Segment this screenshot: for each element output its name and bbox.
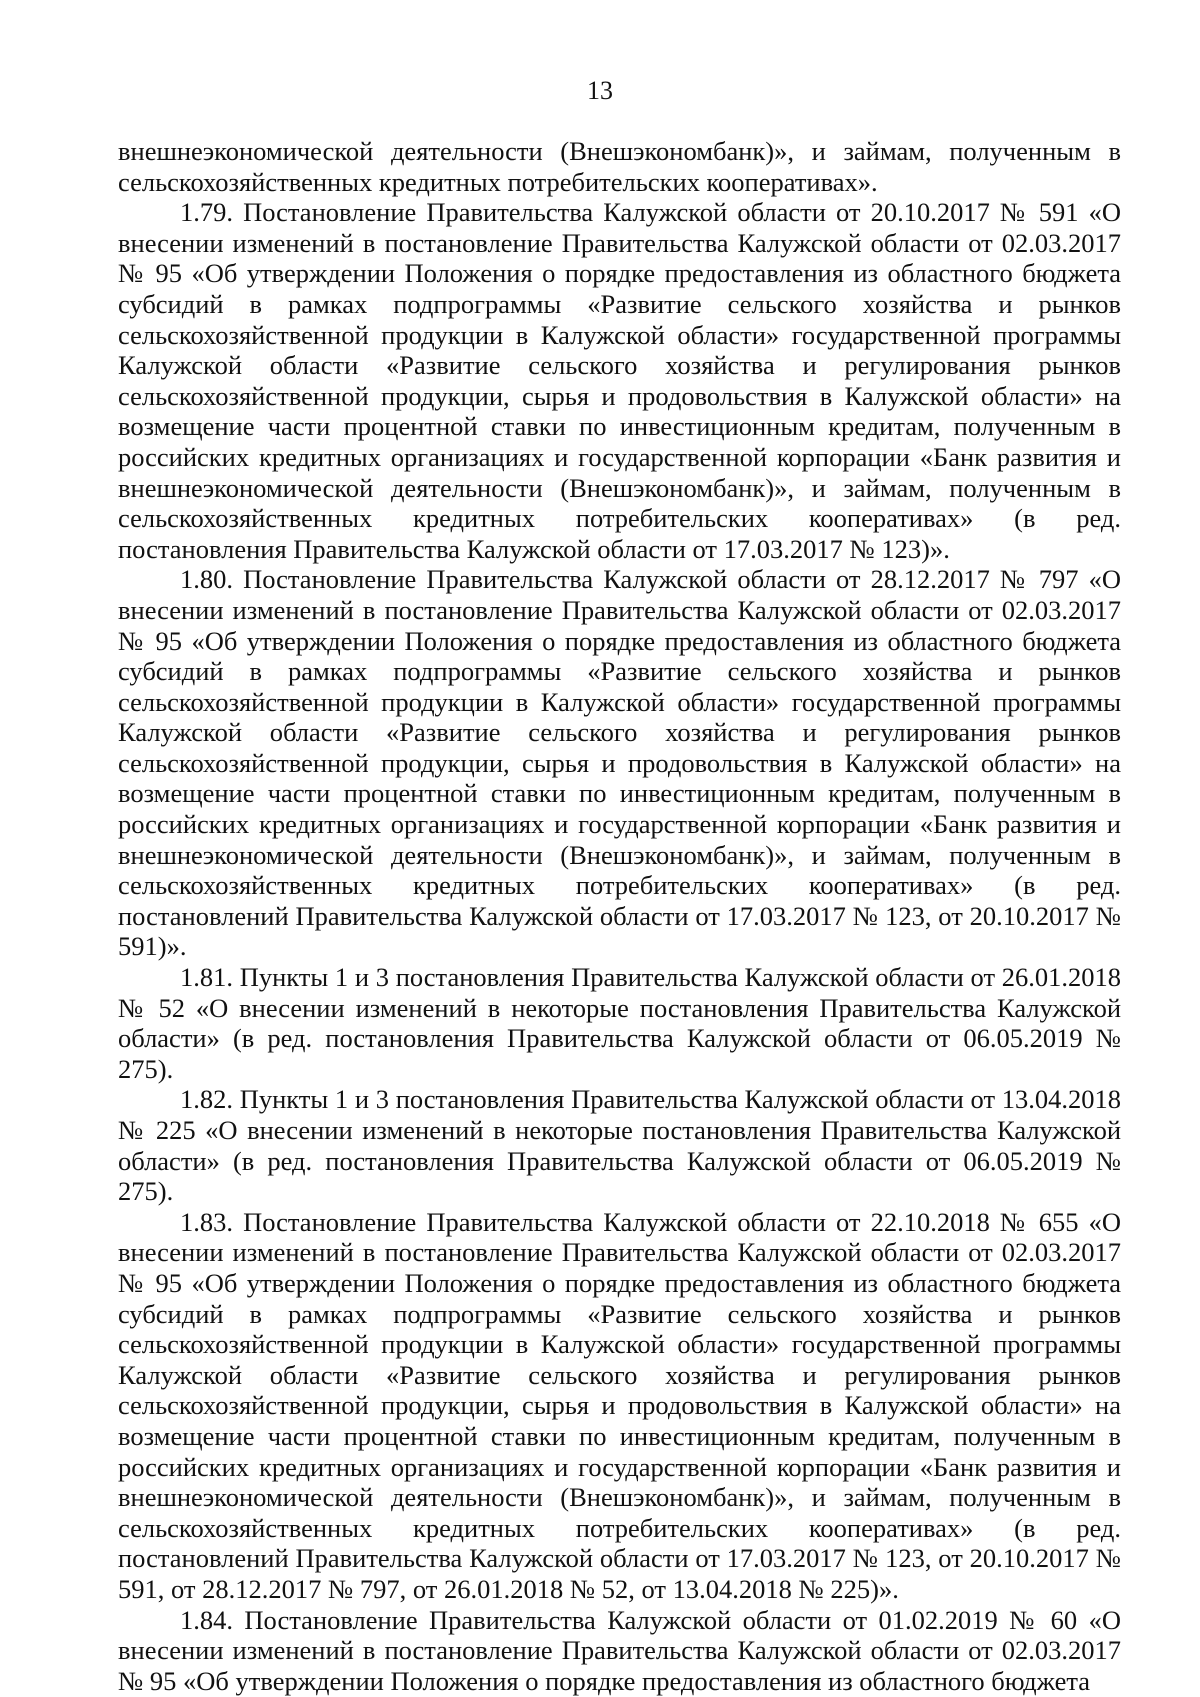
paragraph-item-1-84: 1.84. Постановление Правительства Калужской области от 01.02.2019 № 60 «О внесении изменений в постановление Правительства Калужской области от 02.03.2017 № 95 «Об утверждении Положения о порядке предоставления из областного бюджета xyxy=(118,1604,1121,1696)
page-number: 13 xyxy=(587,76,613,105)
paragraph-item-1-79: 1.79. Постановление Правительства Калужской области от 20.10.2017 № 591 «О внесении изменений в постановление Правительства Калужской области от 02.03.2017 № 95 «Об утверждении Положения о порядке предоставления из областного бюджета субсидий в рамках подпрограммы «Развитие сельского хозяйства и рынков сельскохозяйственной продукции в Калужской области» государственной программы Калужской области «Развитие сельского хозяйства и регулирования рынков сельскохозяйственной продукции, сырья и продовольствия в Калужской области» на возмещение части процентной ставки по инвестиционным кредитам, полученным в российских кредитных организациях и государственной корпорации «Банк развития и внешнеэкономической деятельности (Внешэкономбанк)», и займам, полученным в сельскохозяйственных кредитных потребительских кооперативах» (в ред. постановления Правительства Калужской области от 17.03.2017 № 123)». xyxy=(118,197,1121,564)
paragraph-continuation: внешнеэкономической деятельности (Внешэкономбанк)», и займам, полученным в сельскохозяйственных кредитных потребительских кооперативах». xyxy=(118,136,1121,197)
paragraph-item-1-83: 1.83. Постановление Правительства Калужской области от 22.10.2018 № 655 «О внесении изменений в постановление Правительства Калужской области от 02.03.2017 № 95 «Об утверждении Положения о порядке предоставления из областного бюджета субсидий в рамках подпрограммы «Развитие сельского хозяйства и рынков сельскохозяйственной продукции в Калужской области» государственной программы Калужской области «Развитие сельского хозяйства и регулирования рынков сельскохозяйственной продукции, сырья и продовольствия в Калужской области» на возмещение части процентной ставки по инвестиционным кредитам, полученным в российских кредитных организациях и государственной корпорации «Банк развития и внешнеэкономической деятельности (Внешэкономбанк)», и займам, полученным в сельскохозяйственных кредитных потребительских кооперативах» (в ред. постановлений Правительства Калужской области от 17.03.2017 № 123, от 20.10.2017 № 591, от 28.12.2017 № 797, от 26.01.2018 № 52, от 13.04.2018 № 225)». xyxy=(118,1206,1121,1604)
document-body xyxy=(118,136,1121,1696)
paragraph-item-1-82: 1.82. Пункты 1 и 3 постановления Правительства Калужской области от 13.04.2018 № 225 «О внесении изменений в некоторые постановления Правительства Калужской области» (в ред. постановления Правительства Калужской области от 06.05.2019 № 275). xyxy=(118,1084,1121,1207)
paragraph-item-1-81: 1.81. Пункты 1 и 3 постановления Правительства Калужской области от 26.01.2018 № 52 «О внесении изменений в некоторые постановления Правительства Калужской области» (в ред. постановления Правительства Калужской области от 06.05.2019 № 275). xyxy=(118,962,1121,1084)
paragraph-item-1-80: 1.80. Постановление Правительства Калужской области от 28.12.2017 № 797 «О внесении изменений в постановление Правительства Калужской области от 02.03.2017 № 95 «Об утверждении Положения о порядке предоставления из областного бюджета субсидий в рамках подпрограммы «Развитие сельского хозяйства и рынков сельскохозяйственной продукции в Калужской области» государственной программы Калужской области «Развитие сельского хозяйства и регулирования рынков сельскохозяйственной продукции, сырья и продовольствия в Калужской области» на возмещение части процентной ставки по инвестиционным кредитам, полученным в российских кредитных организациях и государственной корпорации «Банк развития и внешнеэкономической деятельности (Внешэкономбанк)», и займам, полученным в сельскохозяйственных кредитных потребительских кооперативах» (в ред. постановлений Правительства Калужской области от 17.03.2017 № 123, от 20.10.2017 № 591)». xyxy=(118,564,1121,962)
